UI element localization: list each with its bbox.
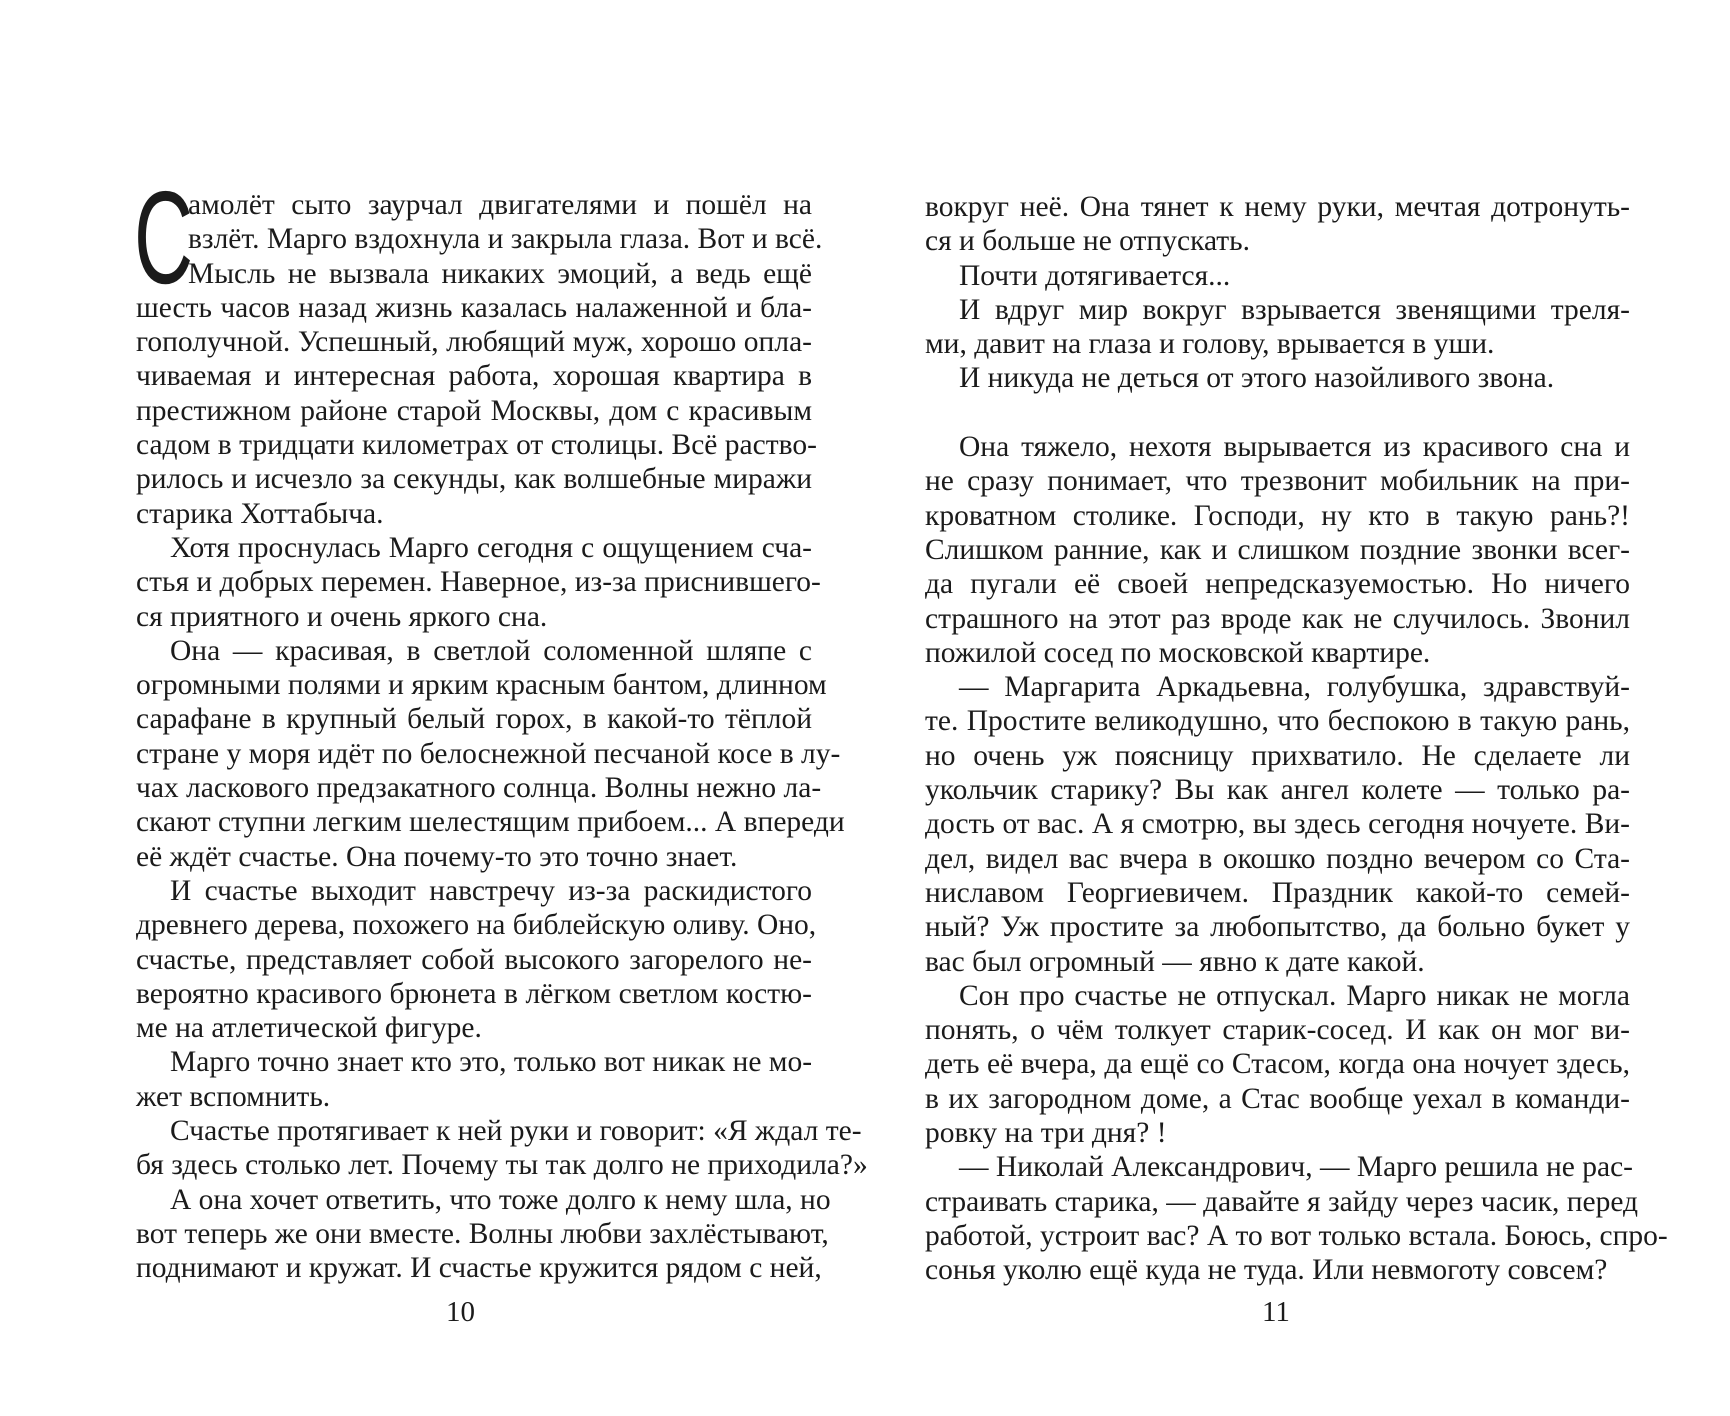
text-line: пожилой сосед по московской квартире. (925, 636, 1431, 669)
text-line: чах ласкового предзакатного солнца. Волны нежно ла- (136, 772, 822, 805)
text-line: — Николай Александрович, — Марго решила не рас- (959, 1151, 1633, 1184)
text-line: вот теперь же они вместе. Волны любви захлёстывают, (136, 1217, 829, 1250)
text-line: укольчик старику? Вы как ангел колете — только ра- (925, 774, 1630, 807)
text-line: Счастье протягивает к ней руки и говорит: «Я ждал те- (170, 1115, 862, 1148)
text-line: бя здесь столько лет. Почему ты так долго не приходила?» (136, 1149, 868, 1182)
text-line: ме на атлетической фигуре. (136, 1012, 482, 1045)
text-line: престижном районе старой Москвы, дом с красивым (136, 394, 812, 427)
text-line: гополучной. Успешный, любящий муж, хорошо опла- (136, 326, 812, 359)
text-line: ниславом Георгиевичем. Праздник какой-то семей- (925, 876, 1630, 909)
paragraph-gap (925, 396, 1630, 430)
text-line: огромными полями и ярким красным бантом, длинном (136, 669, 827, 702)
text-line: чиваемая и интересная работа, хорошая квартира в (136, 360, 812, 393)
text-line: ный? Уж простите за любопытство, да больно букет у (925, 911, 1630, 944)
page-number-left: 10 (446, 1296, 475, 1328)
text-line: ся и больше не отпускать. (925, 225, 1251, 258)
text-line: сарафане в крупный белый горох, в какой-то тёплой (136, 703, 812, 736)
text-line: вокруг неё. Она тянет к нему руки, мечтая дотронуть- (925, 191, 1630, 223)
text-line: Хотя проснулась Марго сегодня с ощущением сча- (170, 531, 812, 564)
text-line: не сразу понимает, что трезвонит мобильник на при- (925, 465, 1630, 498)
text-line: стране у моря идёт по белоснежной песчаной косе в лу- (136, 737, 841, 770)
text-line: Слишком ранние, как и слишком поздние звонки всег- (925, 533, 1630, 566)
text-line: взлёт. Марго вздохнула и закрыла глаза. Вот и всё. (188, 223, 823, 256)
page-number-right: 11 (1262, 1296, 1290, 1328)
text-line: амолёт сыто заурчал двигателями и пошёл на (188, 189, 812, 221)
text-line: Она тяжело, нехотя вырывается из красивого сна и (959, 431, 1630, 464)
text-line: её ждёт счастье. Она почему-то это точно знает. (136, 840, 738, 873)
text-line: страшного на этот раз вроде как не случилось. Звонил (925, 602, 1630, 635)
text-line: кроватном столике. Господи, ну кто в такую рань?! (925, 499, 1630, 532)
text-line: ровку на три дня? ! (925, 1117, 1167, 1150)
text-line: И счастье выходит навстречу из-за раскидистого (170, 874, 812, 907)
text-line: деть её вчера, да ещё со Стасом, когда она ночует здесь, (925, 1048, 1630, 1081)
text-line: но очень уж поясницу прихватило. Не сделаете ли (925, 739, 1630, 772)
text-line: Сон про счастье не отпускал. Марго никак не могла (959, 979, 1630, 1012)
text-line: Мысль не вызвала никаких эмоций, а ведь ещё (188, 257, 812, 290)
text-line: садом в тридцати километрах от столицы. Всё раство- (136, 429, 817, 462)
text-line: да пугали её своей непредсказуемостью. Но ничего (925, 568, 1630, 601)
text-line: А она хочет ответить, что тоже долго к нему шла, но (170, 1183, 831, 1216)
text-line: ми, давит на глаза и голову, врывается в уши. (925, 328, 1495, 361)
text-line: счастье, представляет собой высокого загорелого не- (136, 943, 812, 976)
text-line: древнего дерева, похожего на библейскую оливу. Оно, (136, 909, 817, 942)
text-line: дел, видел вас вчера в окошко поздно вечером со Ста- (925, 842, 1630, 875)
text-line: ся приятного и очень яркого сна. (136, 600, 548, 633)
text-line: Почти дотягивается... (959, 259, 1231, 292)
text-line: И никуда не деться от этого назойливого звона. (959, 362, 1555, 395)
text-line: — Маргарита Аркадьевна, голубушка, здравствуй- (959, 671, 1630, 704)
text-line: те. Простите великодушно, что беспокою в такую рань, (925, 705, 1630, 738)
text-line: вас был огромный — явно к дате какой. (925, 945, 1425, 978)
text-line: скают ступни легким шелестящим прибоем... А впереди (136, 806, 845, 839)
text-line: рилось и исчезло за секунды, как волшебные миражи (136, 463, 812, 496)
text-line: Она — красивая, в светлой соломенной шляпе с (170, 634, 812, 667)
text-line: Марго точно знает кто это, только вот никак не мо- (170, 1046, 813, 1079)
text-line: старика Хоттабыча. (136, 497, 384, 530)
text-line: страивать старика, — давайте я зайду через часик, перед (925, 1185, 1639, 1218)
text-line: поднимают и кружат. И счастье кружится рядом с ней, (136, 1252, 822, 1285)
text-line: стья и добрых перемен. Наверное, из-за приснившего- (136, 566, 821, 599)
text-line: работой, устроит вас? А то вот только встала. Боюсь, спро- (925, 1219, 1668, 1252)
right-page-text (925, 190, 1668, 1288)
text-line: в их загородном доме, а Стас вообще уехал в команди- (925, 1082, 1630, 1115)
text-line: вероятно красивого брюнета в лёгком светлом костю- (136, 977, 812, 1010)
left-page-text (136, 188, 868, 1286)
drop-cap: С (134, 164, 194, 311)
text-line: сонья уколю ещё куда не туда. Или невмоготу совсем? (925, 1254, 1608, 1287)
text-line: понять, о чём толкует старик-сосед. И как он мог ви- (925, 1014, 1630, 1047)
text-line: шесть часов назад жизнь казалась налаженной и бла- (136, 291, 812, 324)
text-line: жет вспомнить. (136, 1080, 331, 1113)
text-line: И вдруг мир вокруг взрывается звенящими треля- (959, 293, 1630, 326)
text-line: дость от вас. А я смотрю, вы здесь сегодня ночуете. Ви- (925, 808, 1630, 841)
